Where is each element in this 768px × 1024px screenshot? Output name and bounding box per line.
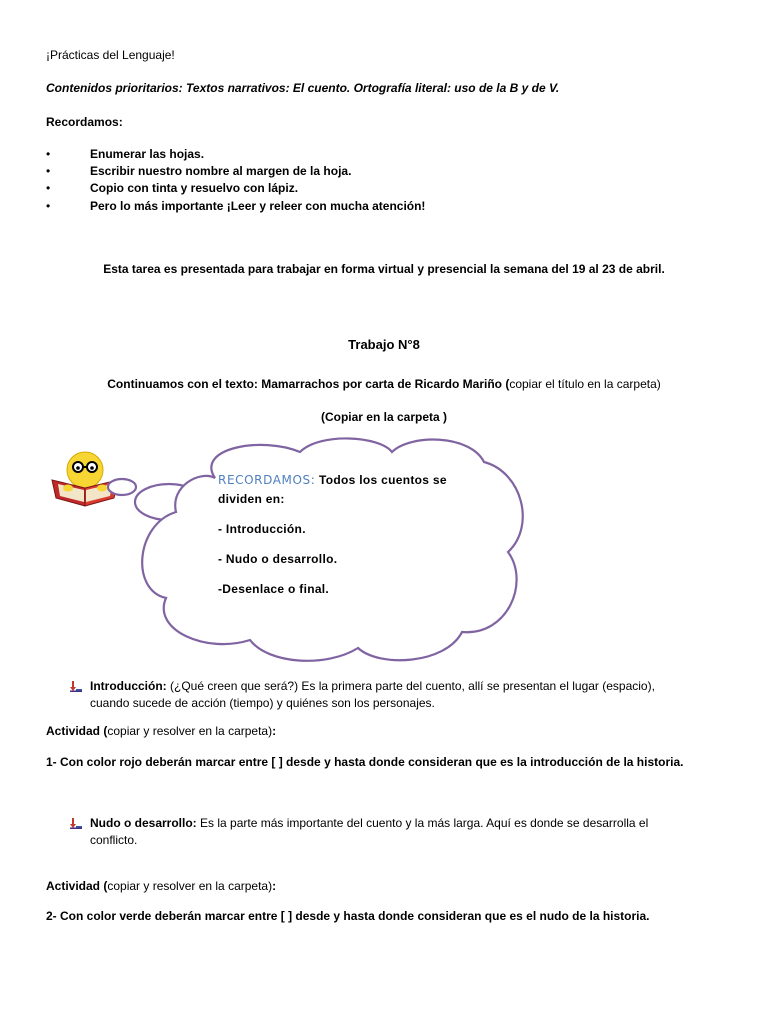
list-item: Escribir nuestro nombre al margen de la hoja. (90, 164, 352, 178)
bullet-dot: • (46, 181, 51, 195)
page-title: ¡Prácticas del Lenguaje! (46, 48, 175, 62)
trabajo-subtitle-bold: Continuamos con el texto: Mamarrachos por carta de Ricardo Mariño ( (107, 377, 510, 391)
actividad-2-heading (46, 879, 276, 893)
bullet-dot: • (46, 164, 51, 178)
actividad-label: Actividad ( (46, 724, 108, 738)
cloud-item: - Introducción. (218, 522, 306, 536)
introduccion-paragraph (90, 678, 710, 712)
contents-line: Contenidos prioritarios: Textos narrativos: El cuento. Ortografía literal: uso de la B y de V. (46, 81, 560, 95)
trabajo-title: Trabajo N°8 (348, 337, 420, 352)
list-item: Copio con tinta y resuelvo con lápiz. (90, 181, 299, 195)
introduccion-text-2: cuando sucede de acción (tiempo) y quiénes son los personajes. (90, 696, 435, 710)
introduccion-text: (¿Qué creen que será?) Es la primera parte del cuento, allí se presentan el lugar (espacio), (170, 679, 655, 693)
bullet-arrow-icon (70, 817, 82, 829)
nudo-label: Nudo o desarrollo: (90, 816, 197, 830)
trabajo-subtitle-normal: copiar el título en la carpeta) (509, 377, 661, 391)
actividad-colon: : (272, 879, 277, 893)
cloud-item: -Desenlace o final. (218, 582, 330, 596)
cloud-line2: dividen en: (218, 492, 285, 506)
notice-text: Esta tarea es presentada para trabajar en forma virtual y presencial la semana del 19 al 23 de abril. (103, 262, 665, 276)
cloud-line1: Todos los cuentos se (319, 473, 447, 487)
actividad-note: copiar y resolver en la carpeta) (107, 879, 273, 893)
actividad-1-task: 1- Con color rojo deberán marcar entre [ ] desde y hasta donde consideran que es la introducción de la historia. (46, 755, 684, 769)
cloud-shape (108, 438, 523, 660)
cloud-heading: RECORDAMOS: (218, 473, 316, 487)
nudo-paragraph (90, 815, 710, 849)
bullet-arrow-icon (70, 680, 82, 692)
nudo-text: Es la parte más importante del cuento y la más larga. Aquí es donde se desarrolla el (200, 816, 649, 830)
actividad-1-heading (46, 724, 276, 738)
actividad-label: Actividad ( (46, 879, 108, 893)
actividad-note: copiar y resolver en la carpeta) (107, 724, 273, 738)
nudo-text-2: conflicto. (90, 833, 138, 847)
actividad-colon: : (272, 724, 277, 738)
trabajo-subtitle (0, 377, 768, 391)
cloud-item: - Nudo o desarrollo. (218, 552, 338, 566)
introduccion-label: Introducción: (90, 679, 167, 693)
cloud-intro (218, 473, 458, 487)
copy-instruction: (Copiar en la carpeta ) (320, 410, 448, 424)
recordamos-heading: Recordamos: (46, 115, 123, 129)
bullet-dot: • (46, 147, 51, 161)
thought-cloud (100, 430, 530, 670)
bullet-dot: • (46, 199, 51, 213)
list-item: Enumerar las hojas. (90, 147, 205, 161)
list-item: Pero lo más importante ¡Leer y releer con mucha atención! (90, 199, 426, 213)
actividad-2-task: 2- Con color verde deberán marcar entre [ ] desde y hasta donde consideran que es el nudo de la historia. (46, 909, 650, 923)
